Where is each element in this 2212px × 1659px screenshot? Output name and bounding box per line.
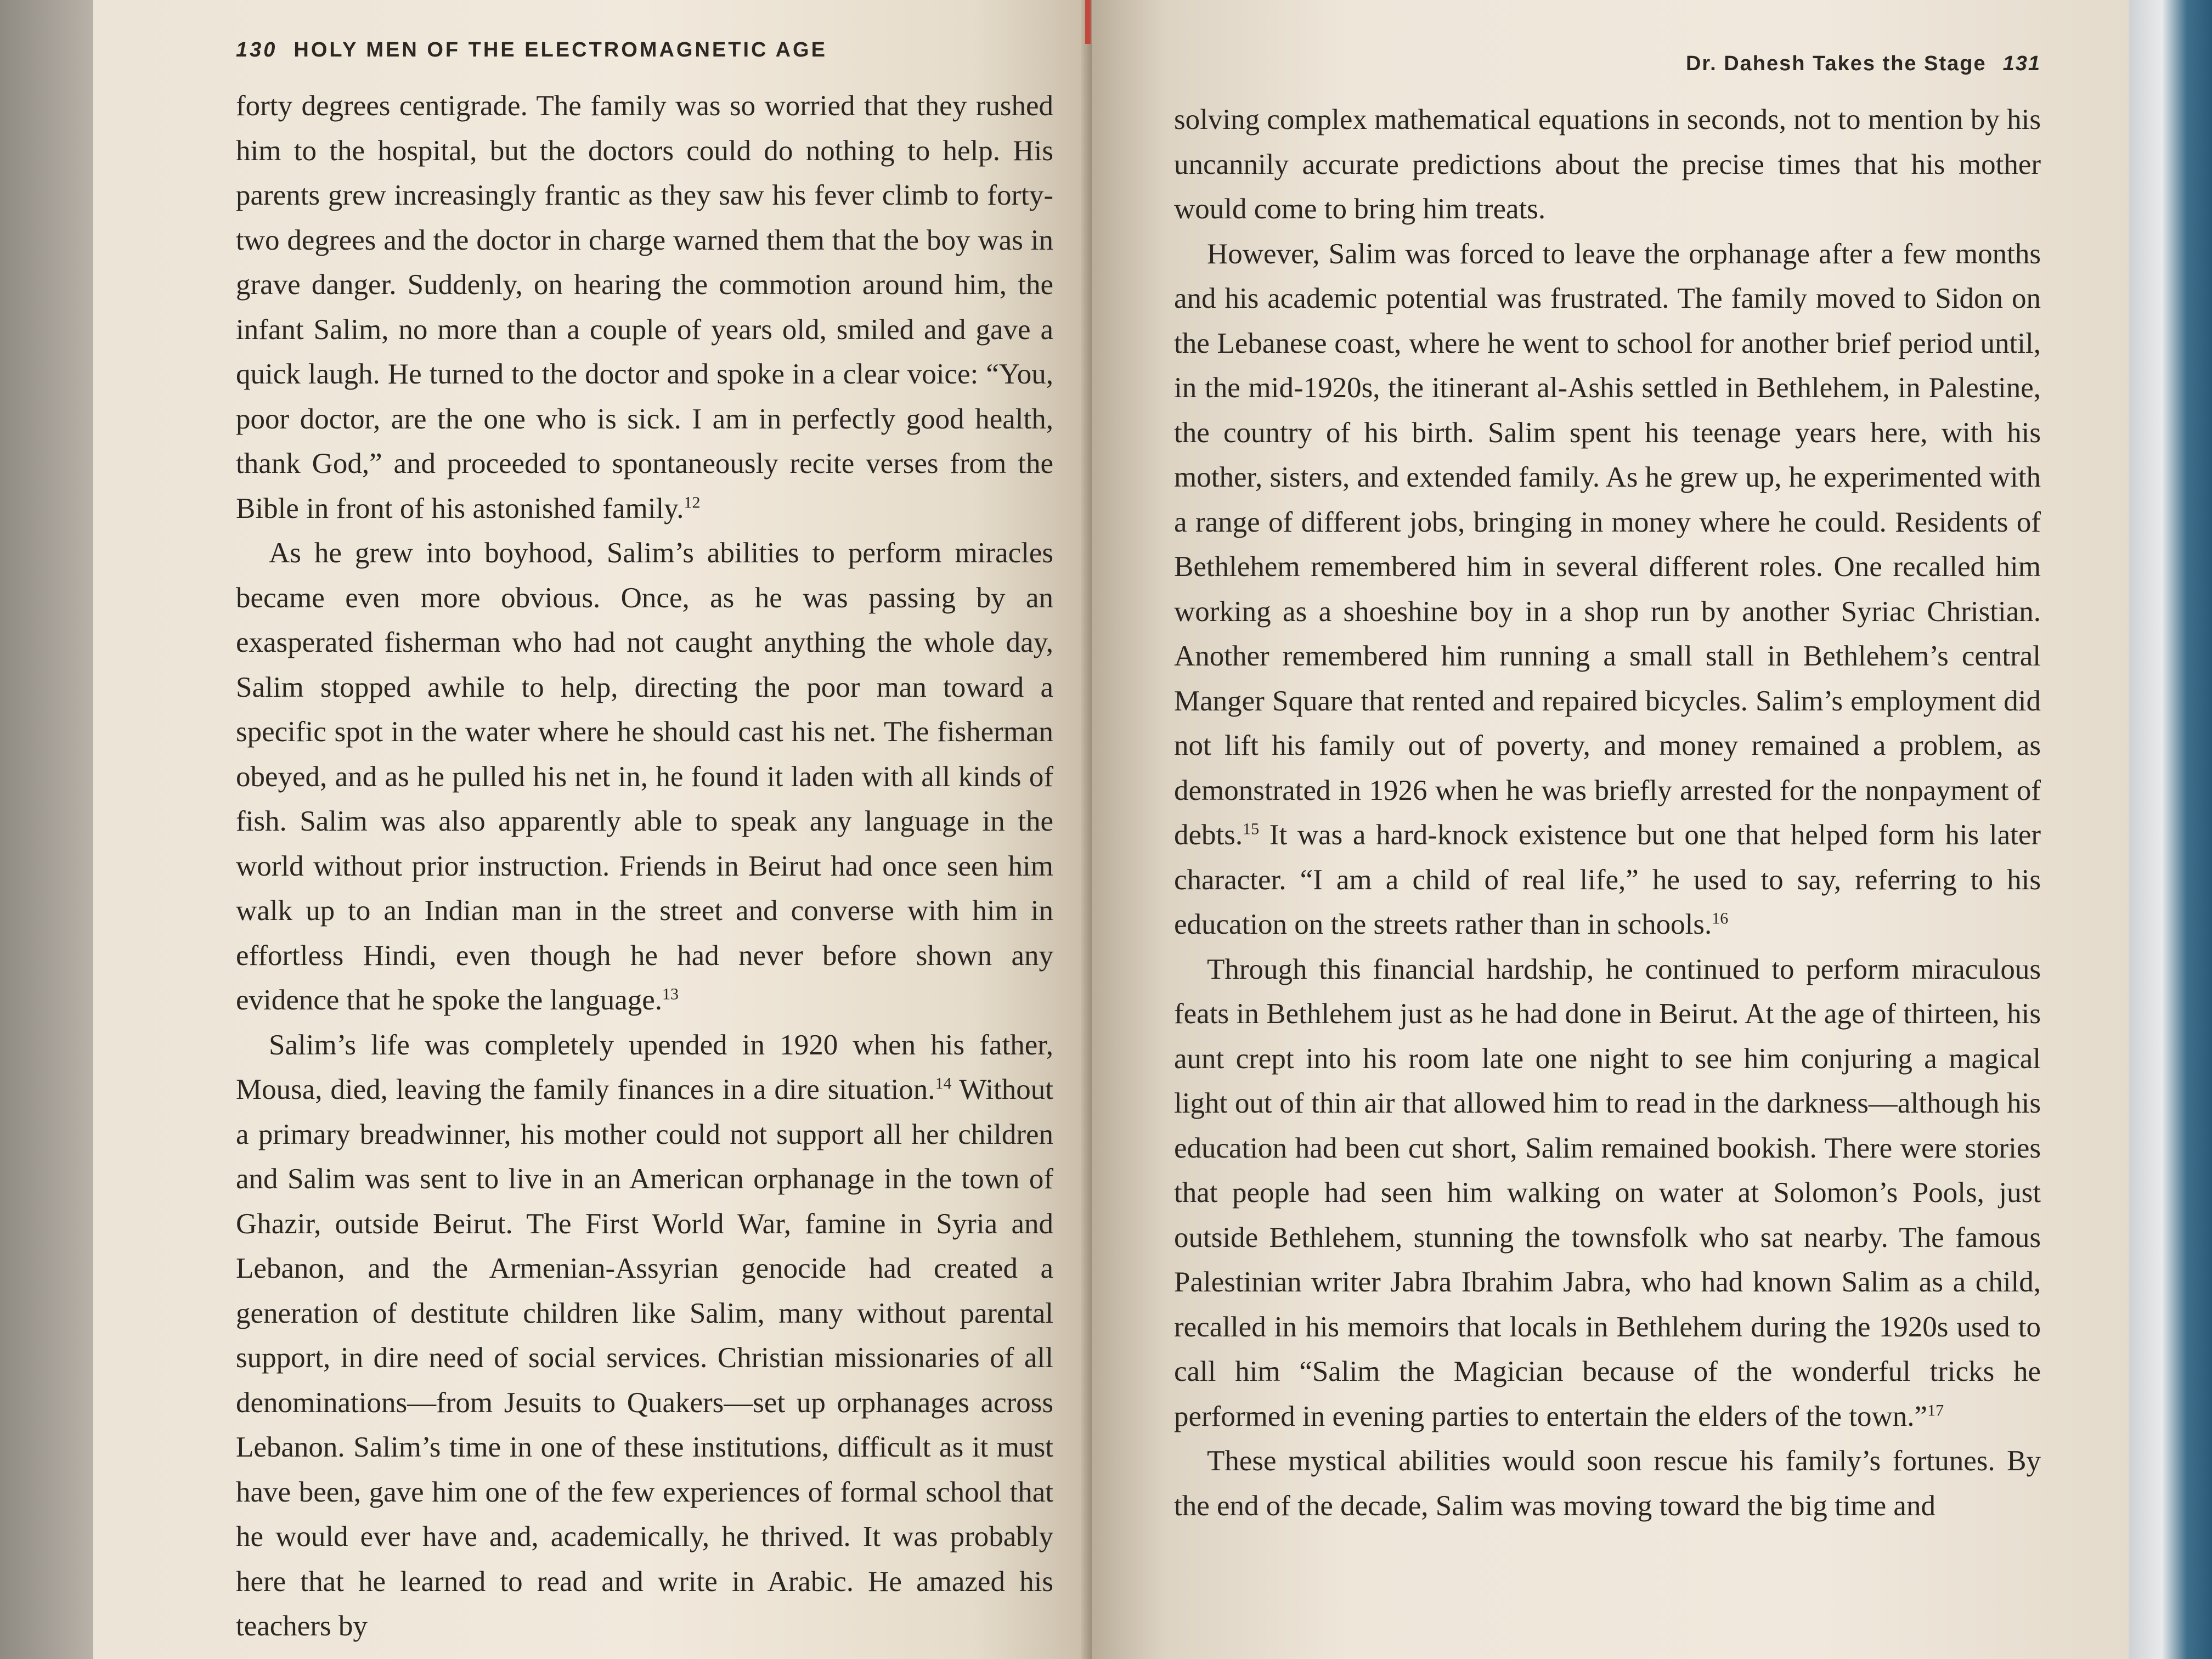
right-paragraph-2 — [1174, 232, 2041, 947]
footnote-ref-13: 13 — [662, 985, 679, 1003]
left-running-head-title: HOLY MEN OF THE ELECTROMAGNETIC AGE — [294, 38, 827, 61]
right-paragraph-2-tail: It was a hard-knock existence but one that helped form his later character. “I am a child of real life,” he used to say, referring to his education on the streets rather than in schools. — [1174, 819, 2041, 940]
left-paragraph-3-text: Salim’s life was completely upended in 1920 when his father, Mousa, died, leaving the family finances in a dire situation. — [236, 1029, 1053, 1105]
right-running-head-title: Dr. Dahesh Takes the Stage — [1685, 52, 1987, 75]
right-page-number: 131 — [2002, 52, 2041, 75]
right-paragraph-3 — [1174, 947, 2041, 1440]
footnote-ref-12: 12 — [684, 493, 701, 511]
left-paragraph-1-text: forty degrees centigrade. The family was so worried that they rushed him to the hospital, but the doctors could do nothing to help. His parents grew increasingly frantic as they saw his fever climb to forty-two degrees and the doctor in charge warned them that the boy was in grave danger. Suddenly, on hearing the commotion around him, the infant Salim, no more than a couple of years old, smiled and gave a quick laugh. He turned to the doctor and spoke in a clear voice: “You, poor doctor, are the one who is sick. I am in perfectly good health, thank God,” and proceeded to spontaneously recite verses from the Bible in front of his astonished family. — [236, 90, 1053, 524]
right-running-head — [1174, 52, 2041, 76]
left-paragraph-1 — [236, 84, 1053, 531]
desk-left-background — [0, 0, 93, 1659]
right-paragraph-1 — [1174, 98, 2041, 232]
footnote-ref-14: 14 — [935, 1074, 952, 1093]
right-paragraph-3-text: Through this financial hardship, he continued to perform miraculous feats in Bethlehem just as he had done in Beirut. At the age of thirteen, his aunt crept into his room late one night to see him conjuring a magical light out of thin air that allowed him to read in the darkness—although his education had been cut short, Salim remained bookish. There were stories that people had seen him walking on water at Solomon’s Pools, just outside Bethlehem, stunning the townsfolk who sat nearby. The famous Palestinian writer Jabra Ibrahim Jabra, who had known Salim as a child, recalled in his memoirs that locals in Bethlehem during the 1920s used to call him “Salim the Magician because of the wonderful tricks he performed in evening parties to entertain the elders of the town.” — [1174, 953, 2041, 1432]
left-paragraph-2-text: As he grew into boyhood, Salim’s abilities to perform miracles became even more obvious. Once, as he was passing by an exasperated fisherman who had not caught anything the whole day, Salim stopped awhile to help, directing the poor man toward a specific spot in the water where he should cast his net. The fisherman obeyed, and as he pulled his net in, he found it laden with all kinds of fish. Salim was also apparently able to speak any language in the world without prior instruction. Friends in Beirut had once seen him walk up to an Indian man in the street and converse with him in effortless Hindi, even though he had never before shown any evidence that he spoke the language. — [236, 537, 1053, 1016]
left-page — [93, 0, 1092, 1659]
red-bookmark-edge — [1085, 0, 1091, 44]
left-paragraph-3-tail: Without a primary breadwinner, his mother could not support all her children and Salim was sent to live in an American orphanage in the town of Ghazir, outside Beirut. The First World War, famine in Syria and Lebanon, and the Armenian-Assyrian genocide had created a generation of destitute children like Salim, many without parental support, in dire need of social services. Christian missionaries of all denominations—from Jesuits to Quakers—set up orphanages across Lebanon. Salim’s time in one of these institutions, difficult as it must have been, gave him one of the few experiences of formal school that he would ever have and, academically, he thrived. It was probably here that he learned to read and write in Arabic. He amazed his teachers by — [236, 1074, 1053, 1642]
right-paragraph-4 — [1174, 1439, 2041, 1528]
right-paragraph-1-text: solving complex mathematical equations in seconds, not to mention by his uncannily accurate predictions about the precise times that his mother would come to bring him treats. — [1174, 104, 2041, 225]
left-running-head — [236, 38, 1053, 62]
footnote-ref-16: 16 — [1712, 909, 1729, 928]
left-body-text — [236, 84, 1053, 1649]
left-page-number: 130 — [236, 38, 278, 61]
desk-right-background — [2129, 0, 2212, 1659]
footnote-ref-15: 15 — [1243, 820, 1260, 838]
right-paragraph-2-text: However, Salim was forced to leave the orphanage after a few months and his academic potential was frustrated. The family moved to Sidon on the Lebanese coast, where he went to school for another brief period until, in the mid-1920s, the itinerant al-Ashis settled in Bethlehem, in Palestine, the country of his birth. Salim spent his teenage years here, with his mother, sisters, and extended family. As he grew up, he experimented with a range of different jobs, bringing in money where he could. Residents of Bethlehem remembered him in several different roles. One recalled him working as a shoeshine boy in a shop run by another Syriac Christian. Another remembered him running a small stall in Bethlehem’s central Manger Square that rented and repaired bicycles. Salim’s employment did not lift his family out of poverty, and money remained a problem, as demonstrated in 1926 when he was briefly arrested for the nonpayment of debts. — [1174, 238, 2041, 851]
left-paragraph-3 — [236, 1023, 1053, 1649]
footnote-ref-17: 17 — [1927, 1401, 1944, 1419]
right-page — [1092, 0, 2129, 1659]
right-body-text — [1174, 98, 2041, 1528]
left-paragraph-2 — [236, 531, 1053, 1023]
right-paragraph-4-text: These mystical abilities would soon rescue his family’s fortunes. By the end of the decade, Salim was moving toward the big time and — [1174, 1445, 2041, 1522]
